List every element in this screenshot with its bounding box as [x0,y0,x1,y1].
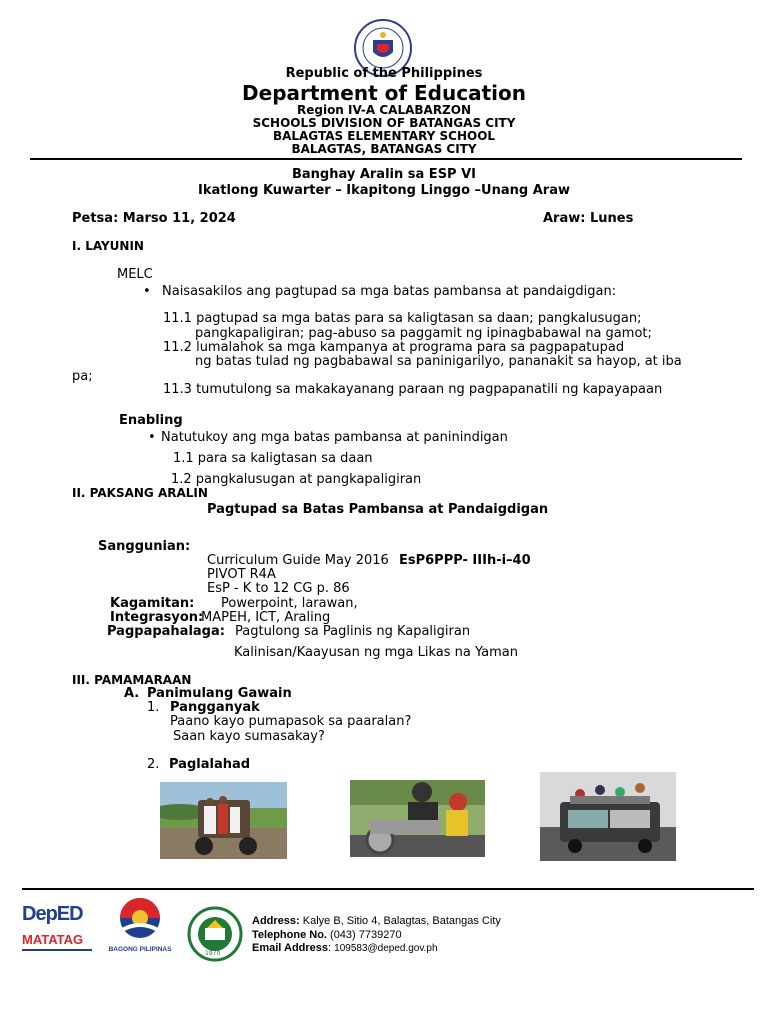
bagong-pilipinas-emblem [106,896,174,940]
enabling-1: 1.1 para sa kaligtasan sa daan [173,451,373,466]
motorcycle-photo [350,780,485,857]
telephone-value: (043) 7739270 [330,929,402,941]
step-2-number: 2. [147,757,160,772]
sanggunian-label: Sanggunian: [98,539,191,554]
enabling-dot: • [148,430,156,445]
integrasyon-label: Integrasyon: [110,610,204,625]
layunin-heading: I. LAYUNIN [72,239,144,253]
question-2: Saan kayo sumasakay? [173,729,325,744]
question-1: Paano kayo pumapasok sa paaralan? [170,714,412,729]
pamamaraan-heading: III. PAMAMARAAN [72,673,192,687]
melc-bullet: Naisasakilos ang pagtupad sa mga batas pambansa at pandaigdigan: [162,284,617,299]
address-value: Kalye B, Sitio 4, Balagtas, Batangas City [302,915,501,927]
telephone-label: Telephone No. [252,929,327,941]
republic-line: Republic of the Philippines [285,66,483,81]
school-seal-year: 1970 [205,950,221,957]
step-2-title: Paglalahad [169,757,251,772]
paksa-heading: II. PAKSANG ARALIN [72,486,208,500]
school-line: BALAGTAS ELEMENTARY SCHOOL [272,129,496,143]
melc-label: MELC [117,267,153,282]
division-line: SCHOOLS DIVISION OF BATANGAS CITY [252,116,516,130]
bullet-dot: • [143,284,151,299]
kagamitan-label: Kagamitan: [110,596,195,611]
step-1-number: 1. [147,700,160,715]
pagpapahalaga-value-2: Kalinisan/Kaayusan ng mga Likas na Yaman [234,645,518,660]
department-title: Department of Education [242,81,526,105]
paksa-topic: Pagtupad sa Batas Pambansa at Pandaigdigan [207,502,549,517]
email-label: Email Address [252,942,329,954]
tricycle-photo [160,782,287,859]
ref-1 [207,553,531,568]
section-a-letter: A. [124,686,140,701]
item-11-1b: pangkapaligiran; pag-abuso sa paggamit ng ipinagbabawal na gamot; [195,326,652,341]
enabling-bullet: Natutukoy ang mga batas pambansa at paninindigan [161,430,508,445]
deped-wordmark: DepED [22,903,83,925]
araw: Araw: Lunes [543,211,634,226]
city-line: BALAGTAS, BATANGAS CITY [291,142,477,156]
telephone-line [252,929,402,941]
matatag-wordmark: MATATAG [22,932,84,947]
footer-divider [22,888,754,890]
step-1-title: Pangganyak [170,700,260,715]
petsa: Petsa: Marso 11, 2024 [72,211,236,226]
seal-text: KAGAWARAN NG EDUKASYON [353,80,383,82]
ref-1-code: EsP6PPP- IIIh-i–40 [398,553,531,568]
ref-1-text: Curriculum Guide May 2016 [207,553,389,568]
item-11-2c: pa; [72,369,93,384]
jeepney-photo [540,772,676,861]
item-11-1a: 11.1 pagtupad sa mga batas para sa kaligtasan sa daan; pangkalusugan; [163,311,642,326]
bagong-pilipinas-text: BAGONG PILIPINAS [108,946,172,953]
item-11-2b: ng batas tulad ng pagbabawal sa paninigarilyo, pananakit sa hayop, at iba [195,354,682,369]
address-label: Address: [252,915,300,927]
enabling-label: Enabling [119,413,183,428]
item-11-3: 11.3 tumutulong sa makakayanang paraan ng pagpapanatili ng kapayapaan [163,382,663,397]
address-line [252,915,501,927]
email-value[interactable]: 109583@deped.gov.ph [334,943,438,954]
enabling-2: 1.2 pangkalusugan at pangkapaligiran [171,472,422,487]
lesson-title: Banghay Aralin sa ESP VI [291,167,477,182]
header-divider [30,158,742,160]
email-line: Email Address: 109583@deped.gov.ph [252,942,438,954]
school-seal-name: BALAGTAS ELEMENTARY SCHOOL [187,962,221,964]
region-line: Region IV-A CALABARZON [296,103,472,117]
pagpapahalaga-label: Pagpapahalaga: [107,624,225,639]
lesson-subtitle: Ikatlong Kuwarter – Ikapitong Linggo –Unang Araw [198,183,570,198]
ref-3: EsP - K to 12 CG p. 86 [207,581,350,596]
deped-logo [22,903,94,955]
item-11-2a: 11.2 lumalahok sa mga kampanya at programa para sa pagpapatupad [163,340,625,355]
section-a-title: Panimulang Gawain [147,686,292,701]
pagpapahalaga-value: Pagtulong sa Paglinis ng Kapaligiran [235,624,471,639]
integrasyon-value: MAPEH, ICT, Araling [201,610,331,625]
bagong-pilipinas-logo [106,896,174,956]
ref-2: PIVOT R4A [207,567,276,582]
kagamitan-value: Powerpoint, larawan, [221,596,358,611]
